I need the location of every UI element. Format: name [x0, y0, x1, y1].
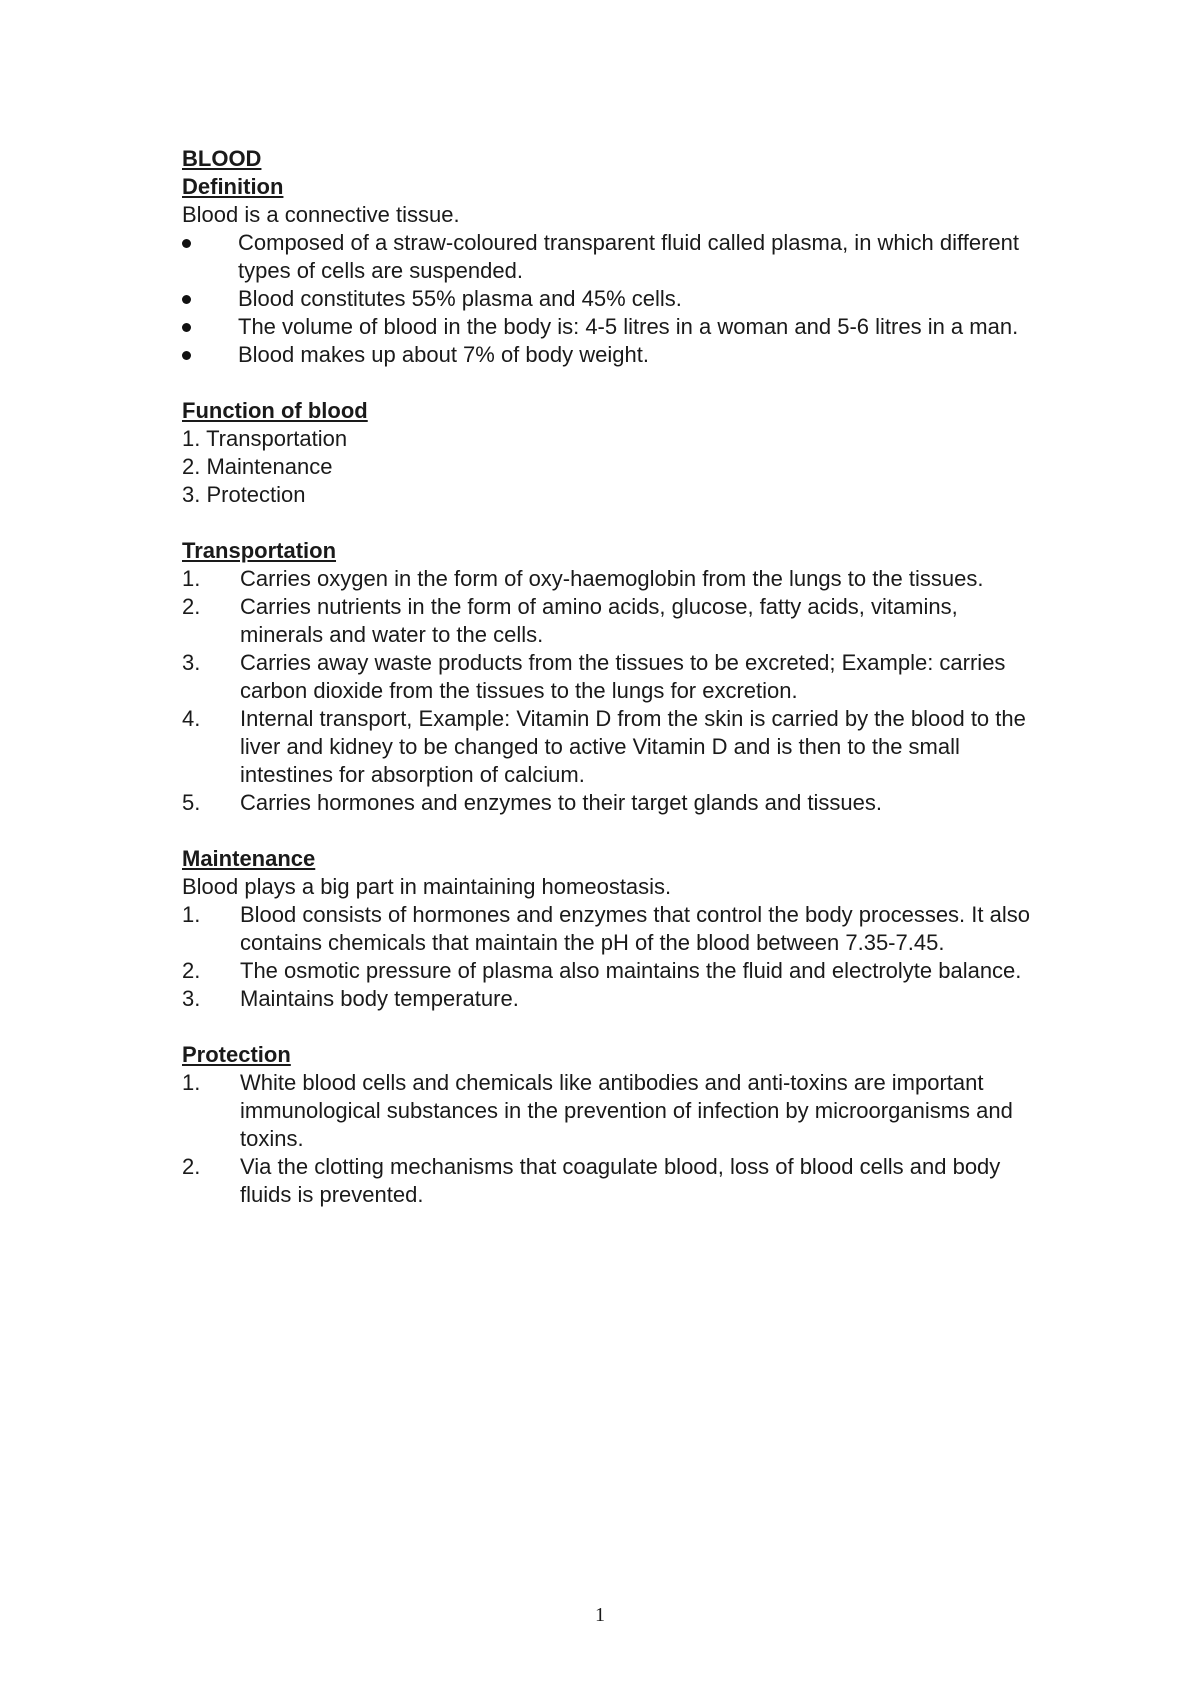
item-number: 5.: [182, 790, 201, 815]
functions-item: 1. Transportation: [182, 426, 348, 451]
transportation-list: [182, 565, 1032, 817]
transportation-item: [182, 789, 1032, 817]
bullet-dot-icon: [182, 351, 191, 360]
transportation-item: [182, 649, 1032, 705]
functions-item: 3. Protection: [182, 482, 306, 507]
item-number: 2.: [182, 594, 201, 619]
item-text: White blood cells and chemicals like antibodies and anti-toxins are important immunological substances in the prevention of infection by microorganisms and toxins.: [240, 1070, 1013, 1151]
item-text: Carries away waste products from the tissues to be excreted; Example: carries carbon dioxide from the tissues to the lungs for excretion.: [240, 650, 1006, 703]
maintenance-item: [182, 901, 1032, 957]
item-number: 4.: [182, 706, 201, 731]
functions-heading: Function of blood: [182, 398, 368, 423]
bullet-dot-icon: [182, 323, 191, 332]
definition-bullet-text: Blood makes up about 7% of body weight.: [238, 342, 649, 367]
section-spacer: [182, 817, 1032, 845]
definition-bullet-item: [182, 313, 1032, 341]
maintenance-heading: Maintenance: [182, 846, 316, 871]
item-text: Carries oxygen in the form of oxy-haemoglobin from the lungs to the tissues.: [240, 566, 984, 591]
functions-item: 2. Maintenance: [182, 454, 333, 479]
item-number: 2.: [182, 1154, 201, 1179]
definition-bullet-item: [182, 285, 1032, 313]
maintenance-item: [182, 957, 1032, 985]
item-number: 1.: [182, 566, 201, 591]
bullet-dot-icon: [182, 295, 191, 304]
transportation-item: [182, 593, 1032, 649]
document-title: BLOOD: [182, 146, 262, 171]
section-spacer: [182, 369, 1032, 397]
definition-bullet-item: [182, 341, 1032, 369]
definition-bullet-text: Blood constitutes 55% plasma and 45% cells.: [238, 286, 682, 311]
section-spacer: [182, 509, 1032, 537]
item-text: Via the clotting mechanisms that coagulate blood, loss of blood cells and body fluids is prevented.: [240, 1154, 1001, 1207]
page-number: 1: [595, 1604, 605, 1626]
item-text: Carries hormones and enzymes to their target glands and tissues.: [240, 790, 882, 815]
item-text: Blood consists of hormones and enzymes that control the body processes. It also contains chemicals that maintain the pH of the blood between 7.35-7.45.: [240, 902, 1030, 955]
item-text: Maintains body temperature.: [240, 986, 519, 1011]
bullet-dot-icon: [182, 239, 191, 248]
protection-heading: Protection: [182, 1042, 291, 1067]
item-number: 3.: [182, 650, 201, 675]
section-spacer: [182, 1013, 1032, 1041]
definition-bullet-item: [182, 229, 1032, 285]
protection-list: [182, 1069, 1032, 1209]
protection-item: [182, 1069, 1032, 1153]
item-text: Carries nutrients in the form of amino acids, glucose, fatty acids, vitamins, minerals and water to the cells.: [240, 594, 958, 647]
item-number: 3.: [182, 986, 201, 1011]
maintenance-item: [182, 985, 1032, 1013]
functions-list: [182, 425, 1032, 509]
item-number: 1.: [182, 902, 201, 927]
item-number: 2.: [182, 958, 201, 983]
item-text: Internal transport, Example: Vitamin D from the skin is carried by the blood to the liver and kidney to be changed to active Vitamin D and is then to the small intestines for absorption of calcium.: [240, 706, 1026, 787]
transportation-heading: Transportation: [182, 538, 337, 563]
transportation-item: [182, 565, 1032, 593]
item-number: 1.: [182, 1070, 201, 1095]
definition-bullet-text: The volume of blood in the body is: 4-5 litres in a woman and 5-6 litres in a man.: [238, 314, 1019, 339]
item-text: The osmotic pressure of plasma also maintains the fluid and electrolyte balance.: [240, 958, 1022, 983]
definition-intro: Blood is a connective tissue.: [182, 202, 460, 227]
transportation-item: [182, 705, 1032, 789]
maintenance-intro: Blood plays a big part in maintaining homeostasis.: [182, 874, 672, 899]
definition-bullet-text: Composed of a straw-coloured transparent fluid called plasma, in which different types of cells are suspended.: [238, 230, 1019, 283]
definition-bullet-list: [182, 229, 1032, 369]
maintenance-list: [182, 901, 1032, 1013]
definition-heading: Definition: [182, 174, 284, 199]
document-body: [182, 145, 1032, 1209]
protection-item: [182, 1153, 1032, 1209]
